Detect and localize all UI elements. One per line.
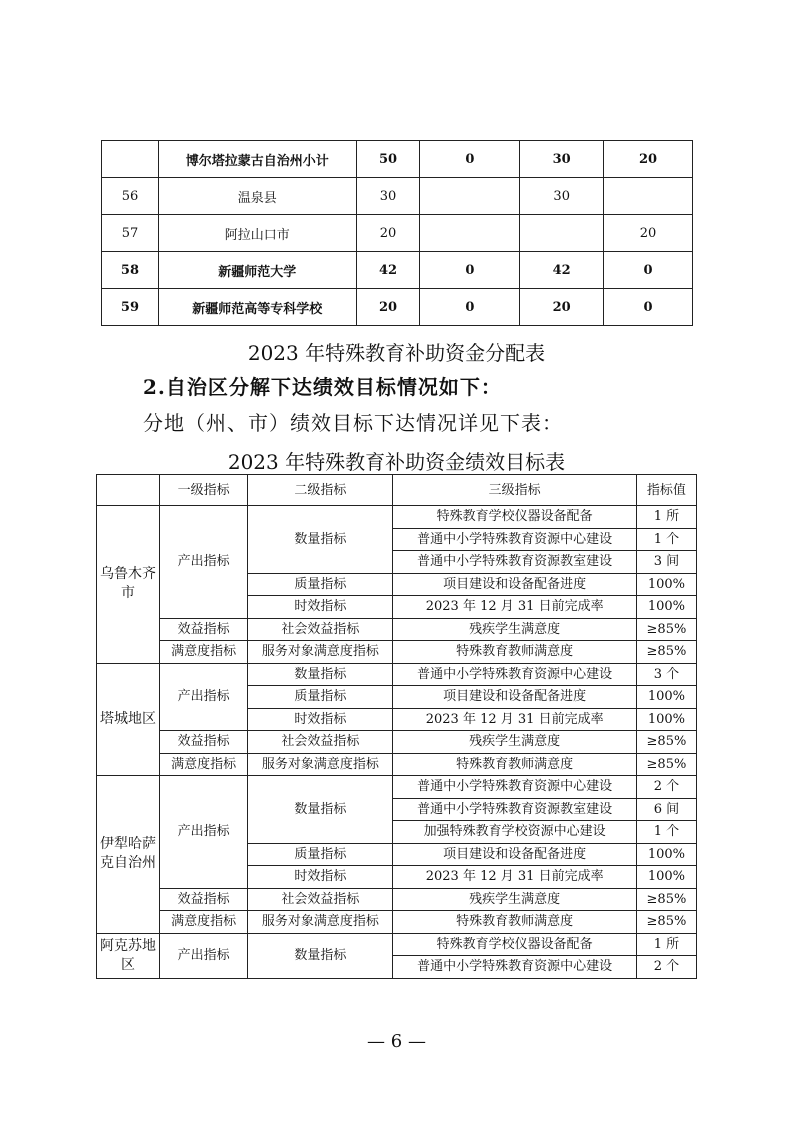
table-cell-total: 20 [356, 289, 420, 326]
level3-cell: 特殊教育学校仪器设备配备 [393, 506, 636, 529]
value-cell: 100% [636, 708, 696, 731]
level1-cell: 产出指标 [160, 663, 248, 731]
table-row [97, 911, 697, 934]
table-cell-name: 温泉县 [158, 178, 356, 215]
table-cell-no: 56 [102, 178, 159, 215]
table-cell-name: 阿拉山口市 [158, 215, 356, 252]
value-cell: 100% [636, 843, 696, 866]
table-cell-a: 0 [420, 141, 520, 178]
header-cell-region [97, 475, 160, 506]
level3-cell: 项目建设和设备配备进度 [393, 843, 636, 866]
table-row [102, 215, 693, 252]
level2-cell: 数量指标 [248, 776, 393, 844]
table-row [97, 753, 697, 776]
value-cell: ≥85% [636, 731, 696, 754]
region-cell: 乌鲁木齐市 [97, 506, 160, 664]
table-cell-a: 0 [420, 289, 520, 326]
level1-cell: 效益指标 [160, 888, 248, 911]
level3-cell: 特殊教育教师满意度 [393, 753, 636, 776]
table-row [97, 776, 697, 799]
header-cell-value: 指标值 [636, 475, 696, 506]
level2-cell: 服务对象满意度指标 [248, 911, 393, 934]
value-cell: ≥85% [636, 618, 696, 641]
table-row [102, 141, 693, 178]
level2-cell: 时效指标 [248, 866, 393, 889]
level2-cell: 社会效益指标 [248, 888, 393, 911]
value-cell: 100% [636, 686, 696, 709]
table-cell-total: 20 [356, 215, 420, 252]
region-cell: 伊犁哈萨克自治州 [97, 776, 160, 934]
level3-cell: 普通中小学特殊教育资源中心建设 [393, 776, 636, 799]
value-cell: 1 个 [636, 528, 696, 551]
level2-cell: 社会效益指标 [248, 731, 393, 754]
level2-cell: 时效指标 [248, 596, 393, 619]
table-cell-name: 博尔塔拉蒙古自治州小计 [158, 141, 356, 178]
level2-cell: 服务对象满意度指标 [248, 753, 393, 776]
table-row [102, 178, 693, 215]
level2-cell: 社会效益指标 [248, 618, 393, 641]
table-cell-c [604, 178, 693, 215]
region-cell: 阿克苏地区 [97, 933, 160, 978]
level1-cell: 产出指标 [160, 933, 248, 978]
level3-cell: 普通中小学特殊教育资源中心建设 [393, 528, 636, 551]
table-cell-total: 50 [356, 141, 420, 178]
level3-cell: 残疾学生满意度 [393, 731, 636, 754]
level3-cell: 项目建设和设备配备进度 [393, 686, 636, 709]
level3-cell: 残疾学生满意度 [393, 618, 636, 641]
table-cell-total: 42 [356, 252, 420, 289]
table-row [97, 663, 697, 686]
table-cell-name: 新疆师范大学 [158, 252, 356, 289]
value-cell: 2 个 [636, 956, 696, 979]
allocation-table [101, 140, 693, 326]
value-cell: 100% [636, 573, 696, 596]
level3-cell: 2023 年 12 月 31 日前完成率 [393, 708, 636, 731]
table-row [97, 641, 697, 664]
table-row [102, 289, 693, 326]
table-cell-total: 30 [356, 178, 420, 215]
table-cell-b: 30 [520, 178, 604, 215]
table-cell-b: 42 [520, 252, 604, 289]
level3-cell: 普通中小学特殊教育资源教室建设 [393, 551, 636, 574]
performance-table [96, 474, 697, 979]
table-cell-b: 20 [520, 289, 604, 326]
value-cell: ≥85% [636, 888, 696, 911]
header-cell-level2: 二级指标 [248, 475, 393, 506]
level3-cell: 普通中小学特殊教育资源中心建设 [393, 956, 636, 979]
table-cell-no: 58 [102, 252, 159, 289]
table-cell-a: 0 [420, 252, 520, 289]
level3-cell: 特殊教育学校仪器设备配备 [393, 933, 636, 956]
header-cell-level1: 一级指标 [160, 475, 248, 506]
level3-cell: 加强特殊教育学校资源中心建设 [393, 821, 636, 844]
level3-cell: 特殊教育教师满意度 [393, 641, 636, 664]
table-cell-a [420, 178, 520, 215]
level3-cell: 2023 年 12 月 31 日前完成率 [393, 866, 636, 889]
value-cell: 1 个 [636, 821, 696, 844]
level1-cell: 产出指标 [160, 776, 248, 889]
level2-cell: 质量指标 [248, 686, 393, 709]
table-row [97, 888, 697, 911]
table-cell-c: 0 [604, 252, 693, 289]
allocation-table-caption: 2023 年特殊教育补助资金分配表 [247, 341, 546, 365]
level2-cell: 时效指标 [248, 708, 393, 731]
table-cell-name: 新疆师范高等专科学校 [158, 289, 356, 326]
table-cell-no: 59 [102, 289, 159, 326]
value-cell: 100% [636, 866, 696, 889]
level1-cell: 效益指标 [160, 731, 248, 754]
value-cell: 3 间 [636, 551, 696, 574]
level2-cell: 质量指标 [248, 573, 393, 596]
header-cell-level3: 三级指标 [393, 475, 636, 506]
performance-table-body [97, 506, 697, 979]
table-row [97, 618, 697, 641]
section-heading: 2.自治区分解下达绩效目标情况如下： [143, 375, 502, 399]
value-cell: 1 所 [636, 933, 696, 956]
table-row [97, 731, 697, 754]
table-cell-no: 57 [102, 215, 159, 252]
level3-cell: 普通中小学特殊教育资源教室建设 [393, 798, 636, 821]
level1-cell: 满意度指标 [160, 753, 248, 776]
level2-cell: 数量指标 [248, 933, 393, 978]
table-cell-c: 20 [604, 141, 693, 178]
level3-cell: 项目建设和设备配备进度 [393, 573, 636, 596]
value-cell: 100% [636, 596, 696, 619]
performance-table-header [97, 475, 697, 506]
table-cell-a [420, 215, 520, 252]
value-cell: ≥85% [636, 641, 696, 664]
table-row [97, 506, 697, 529]
table-cell-b [520, 215, 604, 252]
level1-cell: 满意度指标 [160, 641, 248, 664]
level1-cell: 效益指标 [160, 618, 248, 641]
section-note: 分地（州、市）绩效目标下达情况详见下表： [143, 411, 563, 435]
allocation-table-body [102, 141, 693, 326]
value-cell: 2 个 [636, 776, 696, 799]
performance-table-caption: 2023 年特殊教育补助资金绩效目标表 [227, 450, 566, 474]
level3-cell: 残疾学生满意度 [393, 888, 636, 911]
level2-cell: 服务对象满意度指标 [248, 641, 393, 664]
level3-cell: 普通中小学特殊教育资源中心建设 [393, 663, 636, 686]
level1-cell: 满意度指标 [160, 911, 248, 934]
table-cell-c: 20 [604, 215, 693, 252]
value-cell: 1 所 [636, 506, 696, 529]
table-cell-no [102, 141, 159, 178]
level2-cell: 数量指标 [248, 663, 393, 686]
table-cell-c: 0 [604, 289, 693, 326]
table-cell-b: 30 [520, 141, 604, 178]
level1-cell: 产出指标 [160, 506, 248, 619]
level3-cell: 特殊教育教师满意度 [393, 911, 636, 934]
level2-cell: 数量指标 [248, 506, 393, 574]
table-row [97, 933, 697, 956]
level3-cell: 2023 年 12 月 31 日前完成率 [393, 596, 636, 619]
value-cell: 3 个 [636, 663, 696, 686]
level2-cell: 质量指标 [248, 843, 393, 866]
value-cell: ≥85% [636, 753, 696, 776]
page-number: — 6 — [367, 1031, 426, 1052]
value-cell: ≥85% [636, 911, 696, 934]
region-cell: 塔城地区 [97, 663, 160, 776]
value-cell: 6 间 [636, 798, 696, 821]
table-row [102, 252, 693, 289]
